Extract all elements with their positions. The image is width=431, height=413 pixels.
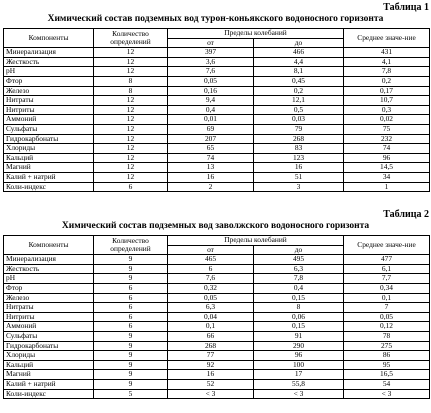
table-cell: 123 [254,153,344,163]
table-cell: 4,1 [344,57,430,67]
component-name: Нитриты [4,312,94,322]
table-row [4,264,430,274]
table-cell: 466 [254,48,344,58]
table-cell: < 3 [254,389,344,399]
table-cell: 3 [254,182,344,192]
table-cell: 6 [94,182,168,192]
table-cell: 8 [254,303,344,313]
table-cell: 465 [168,255,254,265]
table-cell: 7,6 [168,274,254,284]
table-cell: 9,4 [168,96,254,106]
table2 [3,235,430,399]
table-cell: 0,5 [254,105,344,115]
component-name: Хлориды [4,351,94,361]
table-cell: 7,7 [344,274,430,284]
table-row [4,172,430,182]
table-cell: 16 [168,172,254,182]
header-to: до [254,38,344,48]
table-cell: 5 [94,389,168,399]
table-cell: 96 [254,351,344,361]
table-cell: 55,8 [254,379,344,389]
table-cell: 0,4 [168,105,254,115]
component-name: Хлориды [4,144,94,154]
table-cell: 0,3 [344,105,430,115]
table-cell: 9 [94,351,168,361]
table-cell: 69 [168,124,254,134]
table-row [4,67,430,77]
table-cell: 495 [254,255,344,265]
table-cell: 6,3 [254,264,344,274]
table-cell: 75 [344,124,430,134]
table-cell: 0,12 [344,322,430,332]
table-cell: 0,05 [168,76,254,86]
table2-label: Таблица 2 [383,209,429,220]
table-row [4,144,430,154]
table-cell: 12 [94,144,168,154]
component-name: Нитраты [4,96,94,106]
table-cell: 8,1 [254,67,344,77]
table-cell: 0,01 [168,115,254,125]
table-row [4,48,430,58]
table-cell: 4,4 [254,57,344,67]
component-name: Коли-индекс [4,182,94,192]
table2-title: Химический состав подземных вод заволжского водоносного горизонта [61,221,370,231]
table-cell: 12 [94,134,168,144]
table-cell: 12 [94,124,168,134]
component-name: Фтор [4,283,94,293]
table-cell: 0,4 [254,283,344,293]
table-cell: 9 [94,341,168,351]
table-cell: 83 [254,144,344,154]
table-row [4,389,430,399]
table-cell: 12 [94,105,168,115]
table-row [4,341,430,351]
table-cell: 6 [94,322,168,332]
table-cell: 16 [168,370,254,380]
header-average: Среднее значе-ние [344,29,430,48]
table-cell: 16 [254,163,344,173]
component-name: Калий + натрий [4,172,94,182]
table-cell: 7,8 [344,67,430,77]
table-cell: 0,05 [344,312,430,322]
table-row [4,303,430,313]
table-row [4,57,430,67]
table-cell: 0,34 [344,283,430,293]
table-cell: 10,7 [344,96,430,106]
table-row [4,76,430,86]
table-row [4,124,430,134]
table-cell: 6 [94,293,168,303]
table-cell: 0,15 [254,293,344,303]
table-row [4,293,430,303]
table-cell: 6 [168,264,254,274]
table-cell: 6 [94,303,168,313]
table-cell: 9 [94,370,168,380]
table-cell: 7 [344,303,430,313]
table1-title: Химический состав подземных вод турон-коньякского водоносного горизонта [47,14,384,24]
table-cell: 0,2 [254,86,344,96]
component-name: Кальций [4,360,94,370]
component-name: Гидрокарбонаты [4,341,94,351]
table-cell: 12 [94,57,168,67]
table-cell: < 3 [168,389,254,399]
table-cell: 65 [168,144,254,154]
table-cell: 77 [168,351,254,361]
table-cell: 207 [168,134,254,144]
header-from: от [168,38,254,48]
header-range: Пределы колебаний [168,236,344,246]
table-cell: 0,1 [344,293,430,303]
table-cell: 12,1 [254,96,344,106]
table-cell: 12 [94,172,168,182]
table-cell: 6,1 [344,264,430,274]
table-cell: 6,3 [168,303,254,313]
header-count: Количество определений [94,236,168,255]
table-cell: < 3 [344,389,430,399]
table-cell: 477 [344,255,430,265]
table-cell: 0,15 [254,322,344,332]
table-cell: 92 [168,360,254,370]
component-name: Калий + натрий [4,379,94,389]
component-name: Железо [4,86,94,96]
table-cell: 0,05 [168,293,254,303]
table-cell: 6 [94,312,168,322]
table1-body [4,48,430,192]
component-name: Аммоний [4,115,94,125]
table-row [4,163,430,173]
table-row [4,153,430,163]
table-cell: 0,06 [254,312,344,322]
table-row [4,105,430,115]
component-name: Сульфаты [4,124,94,134]
table-cell: 91 [254,331,344,341]
table-cell: 9 [94,274,168,284]
component-name: Железо [4,293,94,303]
table-cell: 431 [344,48,430,58]
table-row [4,115,430,125]
table-cell: 0,1 [168,322,254,332]
header-from: от [168,245,254,255]
table-cell: 9 [94,360,168,370]
component-name: pH [4,67,94,77]
table-cell: 17 [254,370,344,380]
table-row [4,331,430,341]
table-cell: 7,8 [254,274,344,284]
table-cell: 51 [254,172,344,182]
component-name: Кальций [4,153,94,163]
table-cell: 12 [94,153,168,163]
table-cell: 34 [344,172,430,182]
component-name: Фтор [4,76,94,86]
table1 [3,28,430,192]
header-component: Компоненты [4,29,94,48]
table-cell: 95 [344,360,430,370]
component-name: Магний [4,163,94,173]
table-cell: 0,32 [168,283,254,293]
table-cell: 14,5 [344,163,430,173]
table-cell: 9 [94,331,168,341]
table-cell: 9 [94,379,168,389]
table-cell: 79 [254,124,344,134]
component-name: Коли-индекс [4,389,94,399]
table-cell: 0,02 [344,115,430,125]
component-name: pH [4,274,94,284]
table-cell: 8 [94,86,168,96]
header-to: до [254,245,344,255]
table-row [4,134,430,144]
table-row [4,96,430,106]
table-cell: 268 [254,134,344,144]
table-cell: 0,16 [168,86,254,96]
table-cell: 232 [344,134,430,144]
table-cell: 6 [94,283,168,293]
table-cell: 9 [94,264,168,274]
table-row [4,274,430,284]
table-row [4,322,430,332]
component-name: Гидрокарбонаты [4,134,94,144]
table-cell: 12 [94,48,168,58]
table1-label: Таблица 1 [383,2,429,13]
table-row [4,379,430,389]
table-row [4,360,430,370]
table2-body [4,255,430,399]
table-row [4,370,430,380]
component-name: Минерализация [4,255,94,265]
table-cell: 74 [168,153,254,163]
table-cell: 12 [94,163,168,173]
table-cell: 0,45 [254,76,344,86]
table-row [4,86,430,96]
table-cell: 8 [94,76,168,86]
table-cell: 12 [94,96,168,106]
table-cell: 268 [168,341,254,351]
component-name: Сульфаты [4,331,94,341]
table-row [4,351,430,361]
table-cell: 275 [344,341,430,351]
table-cell: 96 [344,153,430,163]
header-average: Среднее значе-ние [344,236,430,255]
component-name: Нитраты [4,303,94,313]
table-row [4,312,430,322]
table-cell: 0,17 [344,86,430,96]
table-cell: 86 [344,351,430,361]
table-cell: 9 [94,255,168,265]
component-name: Минерализация [4,48,94,58]
table-row [4,255,430,265]
table-cell: 0,04 [168,312,254,322]
table-cell: 3,6 [168,57,254,67]
table-cell: 0,03 [254,115,344,125]
table-cell: 0,2 [344,76,430,86]
header-count: Количество определений [94,29,168,48]
table-cell: 78 [344,331,430,341]
component-name: Жесткость [4,264,94,274]
component-name: Нитриты [4,105,94,115]
component-name: Аммоний [4,322,94,332]
header-component: Компоненты [4,236,94,255]
table-cell: 7,6 [168,67,254,77]
table-cell: 54 [344,379,430,389]
table-cell: 290 [254,341,344,351]
table-cell: 100 [254,360,344,370]
table-row [4,182,430,192]
component-name: Жесткость [4,57,94,67]
table-cell: 74 [344,144,430,154]
table-cell: 2 [168,182,254,192]
table-cell: 12 [94,115,168,125]
component-name: Магний [4,370,94,380]
table-cell: 66 [168,331,254,341]
table-cell: 1 [344,182,430,192]
table-cell: 397 [168,48,254,58]
header-range: Пределы колебаний [168,29,344,39]
table-cell: 13 [168,163,254,173]
table-cell: 52 [168,379,254,389]
table-cell: 16,5 [344,370,430,380]
table-cell: 12 [94,67,168,77]
table-row [4,283,430,293]
